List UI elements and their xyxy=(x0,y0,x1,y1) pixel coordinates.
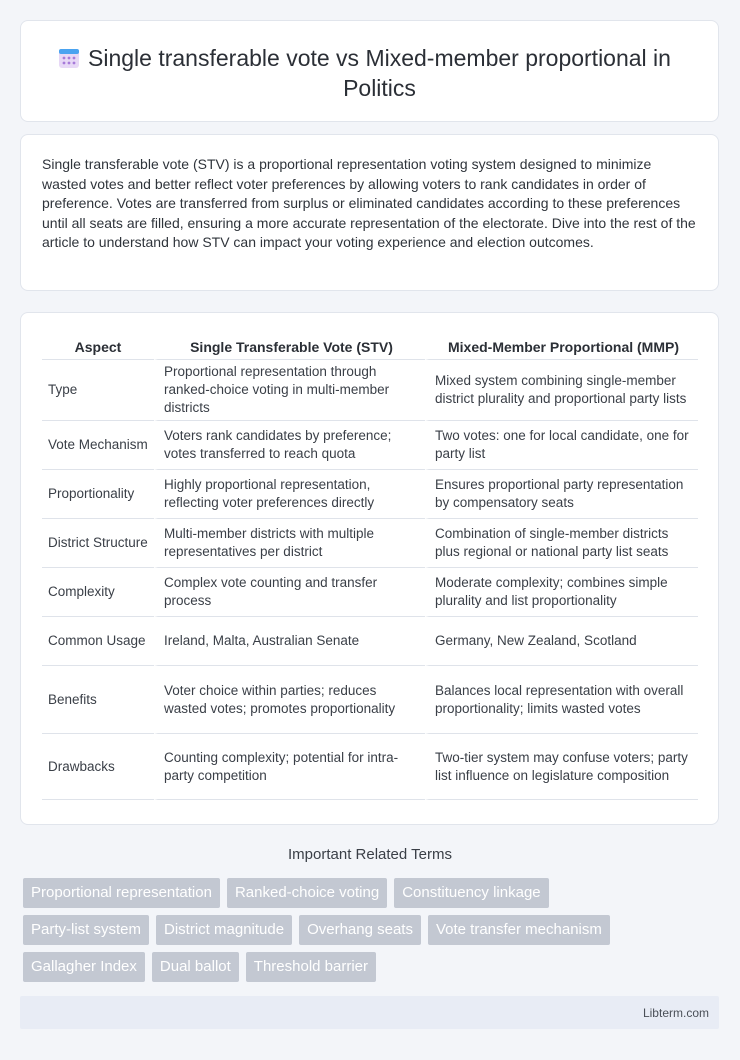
related-term-tag[interactable]: Dual ballot xyxy=(152,952,239,982)
page-title: Single transferable vote vs Mixed-member proportional in Politics xyxy=(88,45,671,101)
comparison-table-card xyxy=(20,312,719,825)
row-mmp: Two-tier system may confuse voters; party list influence on legislature composition xyxy=(425,734,698,800)
table-row xyxy=(42,421,698,470)
table-row xyxy=(42,360,698,421)
row-mmp: Balances local representation with overall proportionality; limits wasted votes xyxy=(425,666,698,734)
row-mmp: Mixed system combining single-member district plurality and proportional party lists xyxy=(425,360,698,421)
related-term-tag[interactable]: Constituency linkage xyxy=(394,878,548,908)
footer xyxy=(20,996,719,1029)
row-mmp: Combination of single-member districts plus regional or national party list seats xyxy=(425,519,698,568)
row-aspect: District Structure xyxy=(42,519,154,568)
title-card xyxy=(20,20,719,122)
related-term-tag[interactable]: Ranked-choice voting xyxy=(227,878,387,908)
row-aspect: Drawbacks xyxy=(42,734,154,800)
column-header-mmp: Mixed-Member Proportional (MMP) xyxy=(425,332,698,360)
related-terms-row xyxy=(23,915,610,945)
intro-paragraph: Single transferable vote (STV) is a proportional representation voting system designed to minimize wasted votes and better reflect voter preferences by allowing voters to rank candidates in order of preference. Votes are transferred from surplus or eliminated candidates according to these preferences until all seats are filled, ensuring a more accurate representation of the electorate. Dive into the rest of the article to understand how STV can impact your voting experience and election outcomes. xyxy=(42,156,696,251)
table-row xyxy=(42,617,698,666)
row-aspect: Proportionality xyxy=(42,470,154,519)
table-row xyxy=(42,568,698,617)
row-stv: Ireland, Malta, Australian Senate xyxy=(154,617,425,666)
row-stv: Voters rank candidates by preference; votes transferred to reach quota xyxy=(154,421,425,470)
comparison-table xyxy=(42,332,698,800)
table-row xyxy=(42,666,698,734)
related-term-tag[interactable]: Proportional representation xyxy=(23,878,220,908)
row-mmp: Two votes: one for local candidate, one for party list xyxy=(425,421,698,470)
row-aspect: Complexity xyxy=(42,568,154,617)
row-mmp: Ensures proportional party representation by compensatory seats xyxy=(425,470,698,519)
table-row xyxy=(42,519,698,568)
row-aspect: Common Usage xyxy=(42,617,154,666)
related-term-tag[interactable]: Vote transfer mechanism xyxy=(428,915,610,945)
row-aspect: Type xyxy=(42,360,154,421)
related-term-tag[interactable]: Gallagher Index xyxy=(23,952,145,982)
table-row xyxy=(42,734,698,800)
intro-card xyxy=(20,134,719,291)
row-mmp: Moderate complexity; combines simple plurality and list proportionality xyxy=(425,568,698,617)
related-term-tag[interactable]: Party-list system xyxy=(23,915,149,945)
row-stv: Complex vote counting and transfer process xyxy=(154,568,425,617)
table-header-row xyxy=(42,332,698,360)
related-term-tag[interactable]: Threshold barrier xyxy=(246,952,376,982)
row-aspect: Vote Mechanism xyxy=(42,421,154,470)
row-stv: Voter choice within parties; reduces wasted votes; promotes proportionality xyxy=(154,666,425,734)
row-aspect: Benefits xyxy=(42,666,154,734)
related-term-tag[interactable]: District magnitude xyxy=(156,915,292,945)
row-stv: Counting complexity; potential for intra-party competition xyxy=(154,734,425,800)
column-header-stv: Single Transferable Vote (STV) xyxy=(154,332,425,360)
row-stv: Proportional representation through ranked-choice voting in multi-member districts xyxy=(154,360,425,421)
row-stv: Highly proportional representation, reflecting voter preferences directly xyxy=(154,470,425,519)
column-header-aspect: Aspect xyxy=(42,332,154,360)
related-terms-row xyxy=(23,878,549,908)
table-row xyxy=(42,470,698,519)
related-term-tag[interactable]: Overhang seats xyxy=(299,915,421,945)
related-terms-title: Important Related Terms xyxy=(288,846,452,863)
footer-site-link[interactable]: Libterm.com xyxy=(642,1006,709,1020)
row-stv: Multi-member districts with multiple representatives per district xyxy=(154,519,425,568)
related-terms-row xyxy=(23,952,376,982)
row-mmp: Germany, New Zealand, Scotland xyxy=(425,617,698,666)
